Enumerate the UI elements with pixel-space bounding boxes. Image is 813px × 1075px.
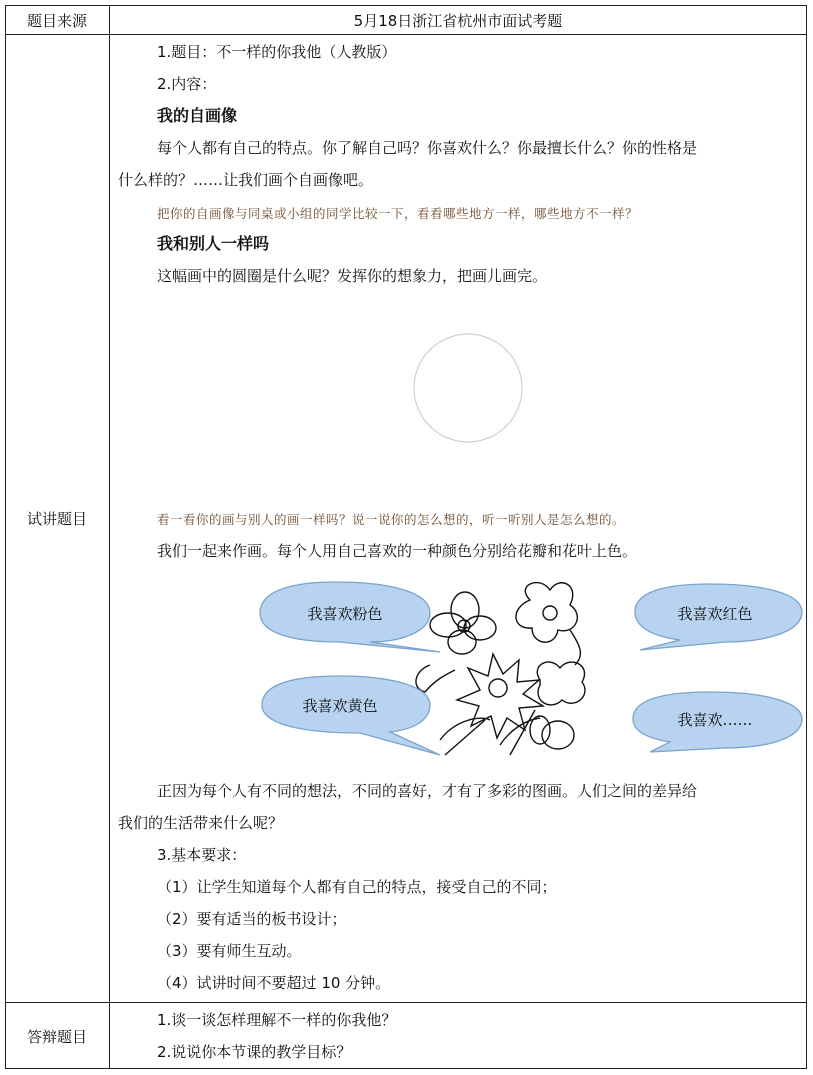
defense-question-2: 2.说说你本节课的教学目标？ [157, 1043, 352, 1061]
defense-label: 答辩题目 [26, 1028, 87, 1046]
bubble-pink [260, 582, 440, 652]
interview-table [5, 5, 807, 1069]
table-border-bottom [5, 1068, 807, 1069]
row-divider-2 [5, 1002, 807, 1003]
bubble-yellow [262, 676, 440, 755]
bubble-other [633, 692, 802, 752]
source-value: 5月18日浙江省杭州市面试考题 [353, 12, 563, 30]
flower-top-left [430, 592, 496, 654]
requirement-3: （3）要有师生互动。 [157, 942, 302, 960]
circle-drawing [410, 330, 526, 446]
bubble-pink-text: 我喜欢粉色 [307, 605, 383, 623]
topic-title: 1.题目：不一样的你我他（人教版） [157, 43, 397, 61]
paragraph-2: 这幅画中的圆圈是什么呢？发挥你的想象力，把画儿画完。 [157, 267, 548, 285]
requirement-4: （4）试讲时间不要超过 10 分钟。 [157, 974, 391, 992]
handwritten-prompt-1: 把你的自画像与同桌或小组的同学比较一下，看看哪些地方一样，哪些地方不一样？ [157, 206, 639, 221]
bubble-other-text: 我喜欢…… [677, 711, 753, 729]
lecture-topic-label: 试讲题目 [26, 510, 87, 528]
paragraph-4-line-1: 正因为每个人有不同的想法，不同的喜好，才有了多彩的图画。人们之间的差异给 [157, 782, 698, 800]
requirements-label: 3.基本要求： [157, 846, 247, 864]
table-border-left [5, 5, 6, 1069]
paragraph-4-line-2: 我们的生活带来什么呢？ [118, 814, 284, 832]
table-border-right [806, 5, 807, 1069]
requirement-1: （1）让学生知道每个人都有自己的特点，接受自己的不同； [157, 878, 557, 896]
source-label: 题目来源 [26, 12, 87, 30]
blank-circle [414, 334, 522, 442]
flower-drawing [416, 583, 585, 755]
flower-top-right [516, 583, 577, 643]
content-label: 2.内容： [157, 75, 217, 93]
flower-illustration [240, 570, 805, 760]
paragraph-1-line-2: 什么样的？……让我们画个自画像吧。 [118, 171, 374, 189]
bubble-red-text: 我喜欢红色 [677, 605, 753, 623]
defense-question-1: 1.谈一谈怎样理解不一样的你我他？ [157, 1011, 397, 1029]
row-divider-1 [5, 34, 807, 35]
paragraph-1-line-1: 每个人都有自己的特点。你了解自己吗？你喜欢什么？你最擅长什么？你的性格是 [157, 139, 698, 157]
column-divider [109, 5, 110, 1069]
flower-right [530, 662, 585, 749]
requirement-2: （2）要有适当的板书设计； [157, 910, 347, 928]
paragraph-3: 我们一起来作画。每个人用自己喜欢的一种颜色分别给花瓣和花叶上色。 [157, 542, 638, 560]
heading-same-as-others: 我和别人一样吗 [157, 234, 270, 253]
table-border-top [5, 5, 807, 6]
bubble-red [635, 584, 802, 650]
bubble-yellow-text: 我喜欢黄色 [302, 697, 378, 715]
heading-self-portrait: 我的自画像 [157, 106, 238, 125]
handwritten-prompt-2: 看一看你的画与别人的画一样吗？说一说你的怎么想的，听一听别人是怎么想的。 [157, 512, 626, 527]
